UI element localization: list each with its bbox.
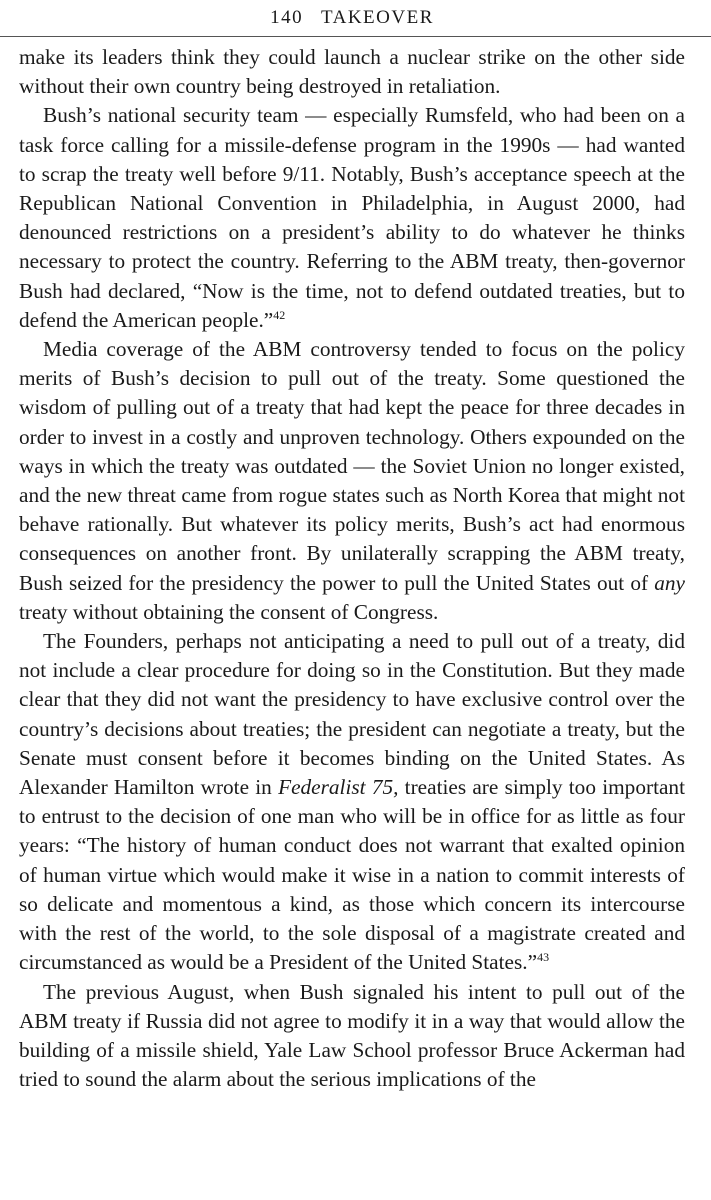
paragraph-3-italic: any <box>654 570 685 595</box>
paragraph-4 <box>19 627 685 977</box>
paragraph-4-text-a: The Founders, perhaps not anticipating a need to pull out of a treaty, did not include a clear procedure for doing so in the Constitution. But they made clear that they did not want the presidency to have exclusive control over the country’s decisions about treaties; the president can negotiate a treaty, but the Senate must consent before it becomes binding on the United States. As Alexander Hamilton wrote in <box>19 629 685 800</box>
paragraph-1-text: make its leaders think they could launch a nuclear strike on the other side without their own country being destroyed in retaliation. <box>19 45 685 99</box>
paragraph-3 <box>19 335 685 627</box>
paragraph-3-text-b: treaty without obtaining the consent of Congress. <box>19 599 439 624</box>
paragraph-2 <box>19 101 685 335</box>
paragraph-2-text: Bush’s national security team — especially Rumsfeld, who had been on a task force calling for a missile-defense program in the 1990s — had wanted to scrap the treaty well before 9/11. Notably, Bush’s acceptance speech at the Republican National Convention in Philadelphia, in August 2000, had denounced restrictions on a president’s ability to do whatever he thinks necessary to protect the country. Referring to the ABM treaty, then-governor Bush had declared, “Now is the time, not to defend outdated treaties, but to defend the American people.” <box>19 103 685 332</box>
footnote-ref-43: 43 <box>537 950 550 965</box>
running-head <box>0 0 711 37</box>
paragraph-5-text: The previous August, when Bush signaled his intent to pull out of the ABM treaty if Russia did not agree to modify it in a way that would allow the building of a missile shield, Yale Law School professor Bruce Ackerman had tried to sound the alarm about the serious implications of the <box>19 979 685 1092</box>
running-title: TAKEOVER <box>321 7 434 28</box>
paragraph-3-text-a: Media coverage of the ABM controversy tended to focus on the policy merits of Bush’s decision to pull out of the treaty. Some questioned the wisdom of pulling out of a treaty that had kept the peace for three decades in order to invest in a costly and unproven technology. Others expounded on the ways in which the treaty was outdated — the Soviet Union no longer existed, and the new threat came from rogue states such as North Korea that might not behave rationally. But whatever its policy merits, Bush’s act had enormous consequences on another front. By unilaterally scrapping the ABM treaty, Bush seized for the presidency the power to pull the United States out of <box>19 337 685 595</box>
paragraph-5 <box>19 978 685 1095</box>
body-text <box>19 43 685 1094</box>
page-number: 140 <box>270 7 304 28</box>
paragraph-4-italic: Federalist 75, <box>278 775 399 800</box>
footnote-ref-42: 42 <box>273 307 286 322</box>
paragraph-4-text-b: treaties are simply too important to entrust to the decision of one man who will be in office for as little as four years: “The history of human conduct does not warrant that exalted opinion of human virtue which would make it wise in a nation to commit interests of so delicate and momentous a kind, as those which concern its intercourse with the rest of the world, to the sole disposal of a magistrate created and circumstanced as would be a President of the United States.” <box>19 775 685 975</box>
paragraph-1 <box>19 43 685 101</box>
